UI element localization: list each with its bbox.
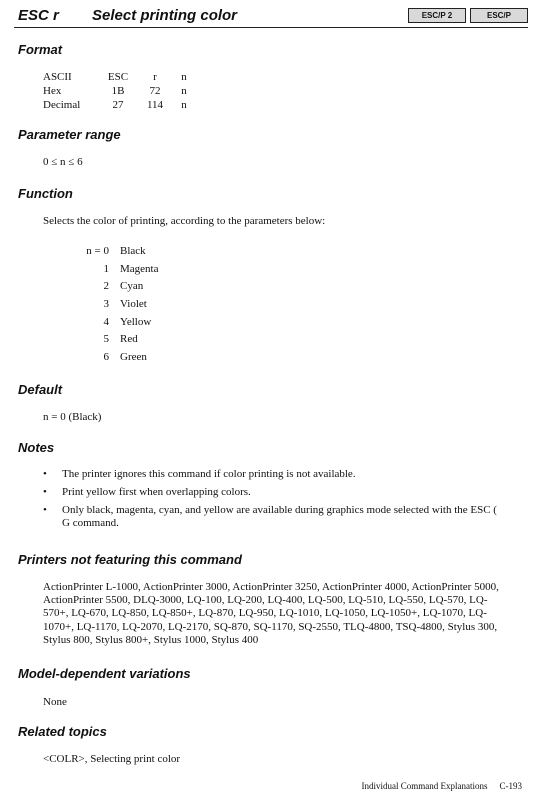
format-table (43, 70, 194, 112)
model-dependent-text: None (43, 696, 67, 708)
related-topics-link[interactable]: <COLR>, Selecting print color (43, 753, 181, 765)
heading-parameter-range: Parameter range (18, 127, 121, 142)
header-rule (14, 27, 528, 28)
heading-notes: Notes (18, 440, 55, 455)
default-text: n = 0 (Black) (43, 411, 102, 423)
heading-related-topics: Related topics (18, 724, 107, 739)
note-text: The printer ignores this command if color printing is not available. (62, 468, 356, 480)
page-header (0, 0, 540, 30)
heading-function: Function (18, 186, 73, 201)
format-cell: n (181, 85, 187, 97)
format-cell: r (153, 71, 157, 83)
param-color: Yellow (120, 315, 152, 328)
param-n: 4 (103, 315, 109, 328)
list-item (43, 468, 503, 481)
format-cell: ESC (107, 71, 129, 83)
parameter-range-text: 0 ≤ n ≤ 6 (43, 156, 83, 168)
param-n: 3 (103, 298, 109, 311)
format-row-decimal (43, 98, 194, 112)
param-color: Green (120, 351, 147, 364)
param-n: 6 (103, 351, 109, 364)
heading-model-dependent: Model-dependent variations (18, 666, 191, 681)
format-cell: n (181, 71, 187, 83)
printers-list-text: ActionPrinter L-1000, ActionPrinter 3000, ActionPrinter 3250, ActionPrinter 4000, ActionPrinter 5000, ActionPrinter 5500, DLQ-3000, LQ-100, LQ-200, LQ-400, LQ-500, LQ-510, LQ-550, LQ-570, LQ-570+, LQ-670, LQ-850, LQ-850+, LQ-870, LQ-950, LQ-1010, LQ-1050, LQ-1050+, LQ-1070, LQ-1070+, LQ-1170, LQ-2070, LQ-2170, SQ-870, SQ-1170, SQ-2550, TLQ-4800, TSQ-4800, Stylus 300, Stylus 800, Stylus 800+, Stylus 1000, Stylus 400 (43, 581, 499, 646)
format-cell: 114 (146, 99, 164, 111)
format-cell: 72 (149, 85, 161, 97)
heading-default: Default (18, 382, 63, 397)
notes-list (43, 468, 503, 535)
param-n: 1 (103, 262, 109, 275)
format-cell: 27 (112, 99, 124, 111)
protocol-badges (408, 8, 528, 23)
function-text: Selects the color of printing, according to the parameters below: (43, 215, 326, 227)
param-color: Red (120, 333, 138, 346)
page-title: Select printing color (92, 7, 238, 24)
format-label: Hex (43, 85, 62, 97)
page-number: C-193 (499, 781, 522, 791)
heading-printers-not-featuring: Printers not featuring this command (18, 552, 242, 567)
param-color: Magenta (120, 262, 159, 275)
footer-section: Individual Command Explanations (361, 781, 488, 791)
format-cell: 1B (111, 85, 125, 97)
param-color: Black (120, 245, 146, 257)
note-text: Only black, magenta, cyan, and yellow are available during graphics mode selected with the ESC ( G command. (62, 504, 497, 529)
note-text: Print yellow first when overlapping colors. (62, 486, 251, 498)
format-label: ASCII (43, 71, 72, 83)
param-color: Cyan (120, 280, 144, 293)
list-item (43, 504, 503, 530)
heading-format: Format (18, 42, 63, 57)
list-item (43, 486, 503, 499)
bullet-icon: • (43, 486, 47, 498)
badge-escp: ESC/P (470, 8, 528, 23)
command-name: ESC r (18, 7, 59, 24)
param-n: 2 (103, 280, 109, 293)
param-color: Violet (120, 298, 147, 311)
format-cell: n (181, 99, 187, 111)
format-row-ascii (43, 70, 194, 84)
param-n: n = 0 (86, 245, 109, 257)
page-footer (362, 781, 522, 791)
bullet-icon: • (43, 468, 47, 480)
badge-escp2: ESC/P 2 (408, 8, 466, 23)
param-n: 5 (103, 333, 109, 346)
format-label: Decimal (43, 99, 81, 111)
format-row-hex (43, 84, 194, 98)
bullet-icon: • (43, 504, 47, 516)
